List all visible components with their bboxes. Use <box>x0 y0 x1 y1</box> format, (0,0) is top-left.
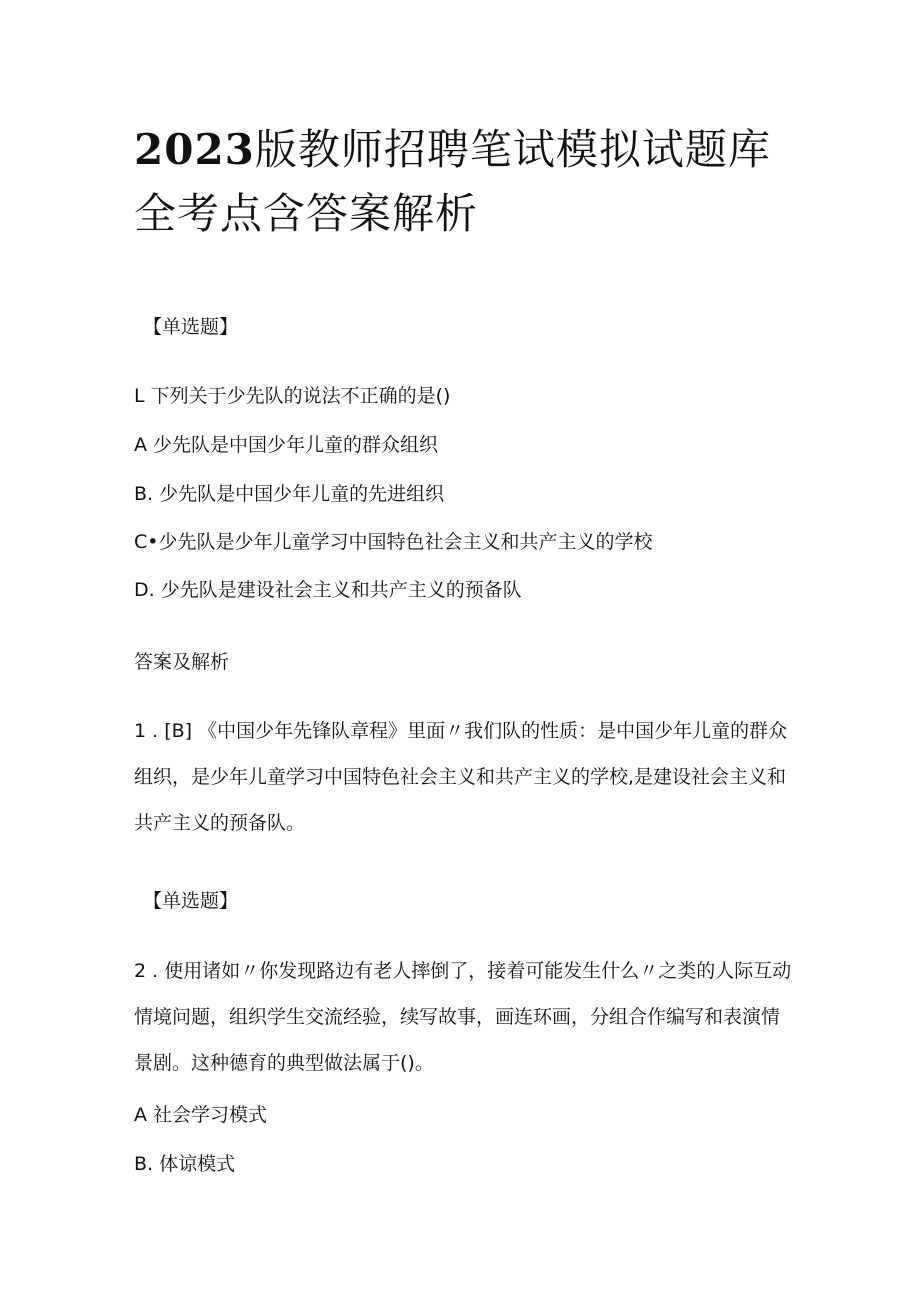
document-title <box>134 118 794 246</box>
answer-heading: 答案及解析 <box>134 651 230 673</box>
option-b: B. 少先队是中国少年儿童的先进组织 <box>134 483 445 505</box>
question-type-tag: 【单选题】 <box>143 316 239 338</box>
question-stem: L 下列关于少先队的说法不正确的是() <box>134 385 451 407</box>
question-stem: 2 . 使用诸如〃你发现路边有老人摔倒了，接着可能发生什么〃之类的人际互动情境问题，组织学生交流经验，续写故事，画连环画，分组合作编写和表演情景剧。这种德育的典型做法属于()。 <box>134 960 792 1074</box>
question-type-tag: 【单选题】 <box>143 890 239 912</box>
option-d: D. 少先队是建设社会主义和共产主义的预备队 <box>134 579 522 601</box>
option-c: C•少先队是少年儿童学习中国特色社会主义和共产主义的学校 <box>134 531 653 553</box>
answer-explanation: 1 . [B] 《中国少年先锋队章程》里面〃我们队的性质：是中国少年儿童的群众组织，是少年儿童学习中国特色社会主义和共产主义的学校,是建设社会主义和共产主义的预备队。 <box>134 720 788 834</box>
option-a: A 少先队是中国少年儿童的群众组织 <box>134 434 439 456</box>
title-year: 2023 <box>134 125 255 174</box>
option-b: B. 体谅模式 <box>134 1153 236 1175</box>
option-a: A 社会学习模式 <box>134 1104 268 1126</box>
title-text: 版教师招聘笔试模拟试题库全考点含答案解析 <box>134 125 771 238</box>
